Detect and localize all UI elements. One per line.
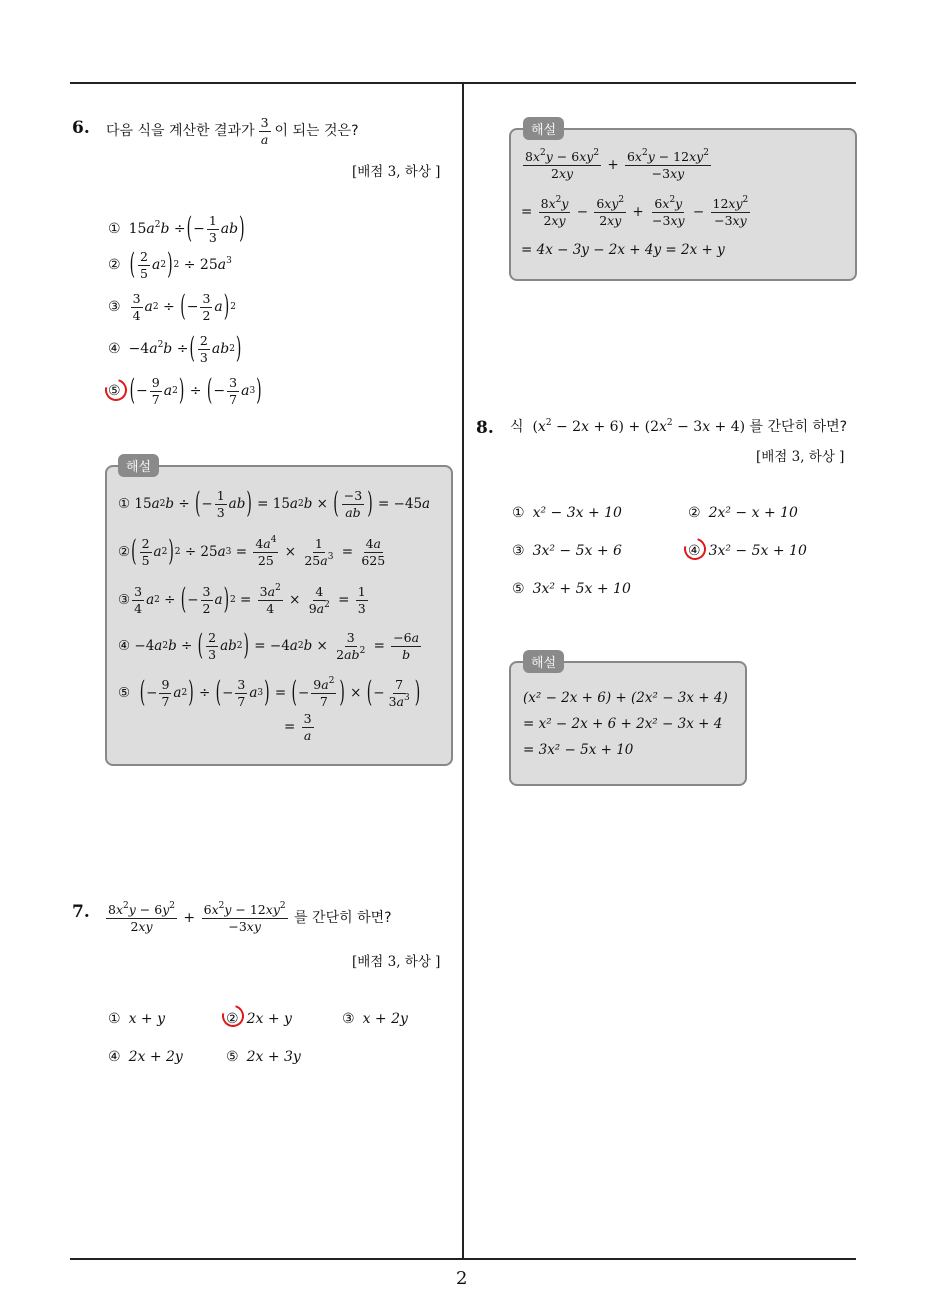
q6-solution-line-4: ④ −4 a 2 b ÷ ( $\frac{2}{3}$ ab 2 ) = −4 a 2 b × $\frac{3}{2ab^2}$ = $\frac{-6a}{b}$ xyxy=(118,629,420,664)
q7-option-2[interactable]: ② 2x + y xyxy=(226,1011,292,1027)
q7-solution-line-2: = $\frac{8x^2y}{2xy}$ − $\frac{6xy^2}{2xy}$ + $\frac{6x^2y}{-3xy}$ − $\frac{12xy^2}{-3xy}$ xyxy=(521,195,749,228)
q6-option-2[interactable]: ② ( $\frac{2}{5}$ a 2 ) 2 ÷ $25a^3$ xyxy=(108,248,232,283)
q8-solution-line-1: (x² − 2x + 6) + (2x² − 3x + 4) xyxy=(523,690,728,706)
q8-option-2[interactable]: ② 2x² − x + 10 xyxy=(688,505,798,521)
question-8-number: 8. xyxy=(476,418,494,438)
q6-option-1[interactable]: ① $15a^2b$ ÷ ( − $\frac{1}{3}$ ab ) xyxy=(108,212,245,247)
q6-solution-line-1: ① 15 a 2 b ÷ ( − $\frac{1}{3}$ ab ) = 15 a 2 b × ( $\frac{-3}{ab}$ ) = −45 a xyxy=(118,487,431,522)
q6-option-4[interactable]: ④ $-4a^2b$ ÷ ( $\frac{2}{3}$ ab 2 ) xyxy=(108,332,242,367)
q8-solution-line-2: = x² − 2x + 6 + 2x² − 3x + 4 xyxy=(523,716,723,732)
column-divider xyxy=(462,83,464,1258)
stem-fraction: $\frac{3}{a}$ xyxy=(260,115,269,147)
q6-solution-line-6: = $\frac{3}{a}$ xyxy=(284,711,312,743)
q6-solution-line-3: ③ $\frac{3}{4}$ a 2 ÷ ( − $\frac{3}{2}$ a ) 2 = $\frac{3a^2}{4}$ × $\frac{4}{9a^2}$ = $\frac{1}{3}$ xyxy=(118,583,366,618)
q8-option-3[interactable]: ③ 3x² − 5x + 6 xyxy=(512,543,622,559)
q8-option-5[interactable]: ⑤ 3x² + 5x + 10 xyxy=(512,581,631,597)
q6-option-5[interactable]: ⑤ ( − $\frac{9}{7}$ a 2 ) ÷ ( − $\frac{3}{7}$ a 3 ) xyxy=(108,374,262,409)
q7-option-3[interactable]: ③ x + 2y xyxy=(342,1011,408,1027)
q7-solution-line-1: $\frac{8x^2y - 6xy^2}{2xy}$ + $\frac{6x^2y - 12xy^2}{-3xy}$ xyxy=(525,148,709,181)
q8-option-4[interactable]: ④ 3x² − 5x + 10 xyxy=(688,543,807,559)
q7-solution-tag: 해설 xyxy=(523,117,564,140)
q7-option-1[interactable]: ① x + y xyxy=(108,1011,165,1027)
question-8-score: [배점 3, 하상 ] xyxy=(756,449,845,465)
q8-answer-mark xyxy=(680,534,710,564)
question-7-stem: $\frac{8x^2y - 6y^2}{2xy}$ + $\frac{6x^2y - 12xy^2}{-3xy}$ 를 간단히 하면? xyxy=(108,901,392,934)
question-8-stem: 식 $(x^2 - 2x + 6) + (2x^2 - 3x + 4)$ 를 간단히 하면? xyxy=(510,418,848,435)
q6-solution-line-2: ② ( $\frac{2}{5}$ a 2 ) 2 ÷ 25 a 3 = $\frac{4a^4}{25}$ × $\frac{1}{25a^3}$ = $\frac{4a}{625}$ xyxy=(118,535,386,570)
bottom-rule xyxy=(70,1258,856,1260)
q7-option-5[interactable]: ⑤ 2x + 3y xyxy=(226,1049,301,1065)
q7-solution-line-3: = 4x − 3y − 2x + 4y = 2x + y xyxy=(521,242,725,258)
page-number: 2 xyxy=(456,1268,468,1289)
q7-option-4[interactable]: ④ 2x + 2y xyxy=(108,1049,183,1065)
question-7-number: 7. xyxy=(72,902,90,922)
question-6-score: [배점 3, 하상 ] xyxy=(352,164,441,180)
question-6-stem: 다음 식을 계산한 결과가 $\frac{3}{a}$ 이 되는 것은? xyxy=(106,115,359,147)
q8-option-1[interactable]: ① x² − 3x + 10 xyxy=(512,505,622,521)
q6-solution-line-5: ⑤ ( − $\frac{9}{7}$ a 2 ) ÷ ( − $\frac{3}{7}$ a 3 ) = ( − $\frac{9a^2}{7}$ ) × ( − $\frac{7}{3a^3}$ ) xyxy=(118,676,421,711)
question-6-number: 6. xyxy=(72,118,90,138)
question-7-score: [배점 3, 하상 ] xyxy=(352,954,441,970)
q8-solution-tag: 해설 xyxy=(523,650,564,673)
q6-solution-tag: 해설 xyxy=(118,454,159,477)
q6-option-3[interactable]: ③ $\frac{3}{4}$ a 2 ÷ ( − $\frac{3}{2}$ a ) 2 xyxy=(108,290,236,325)
q8-solution-line-3: = 3x² − 5x + 10 xyxy=(523,742,634,758)
